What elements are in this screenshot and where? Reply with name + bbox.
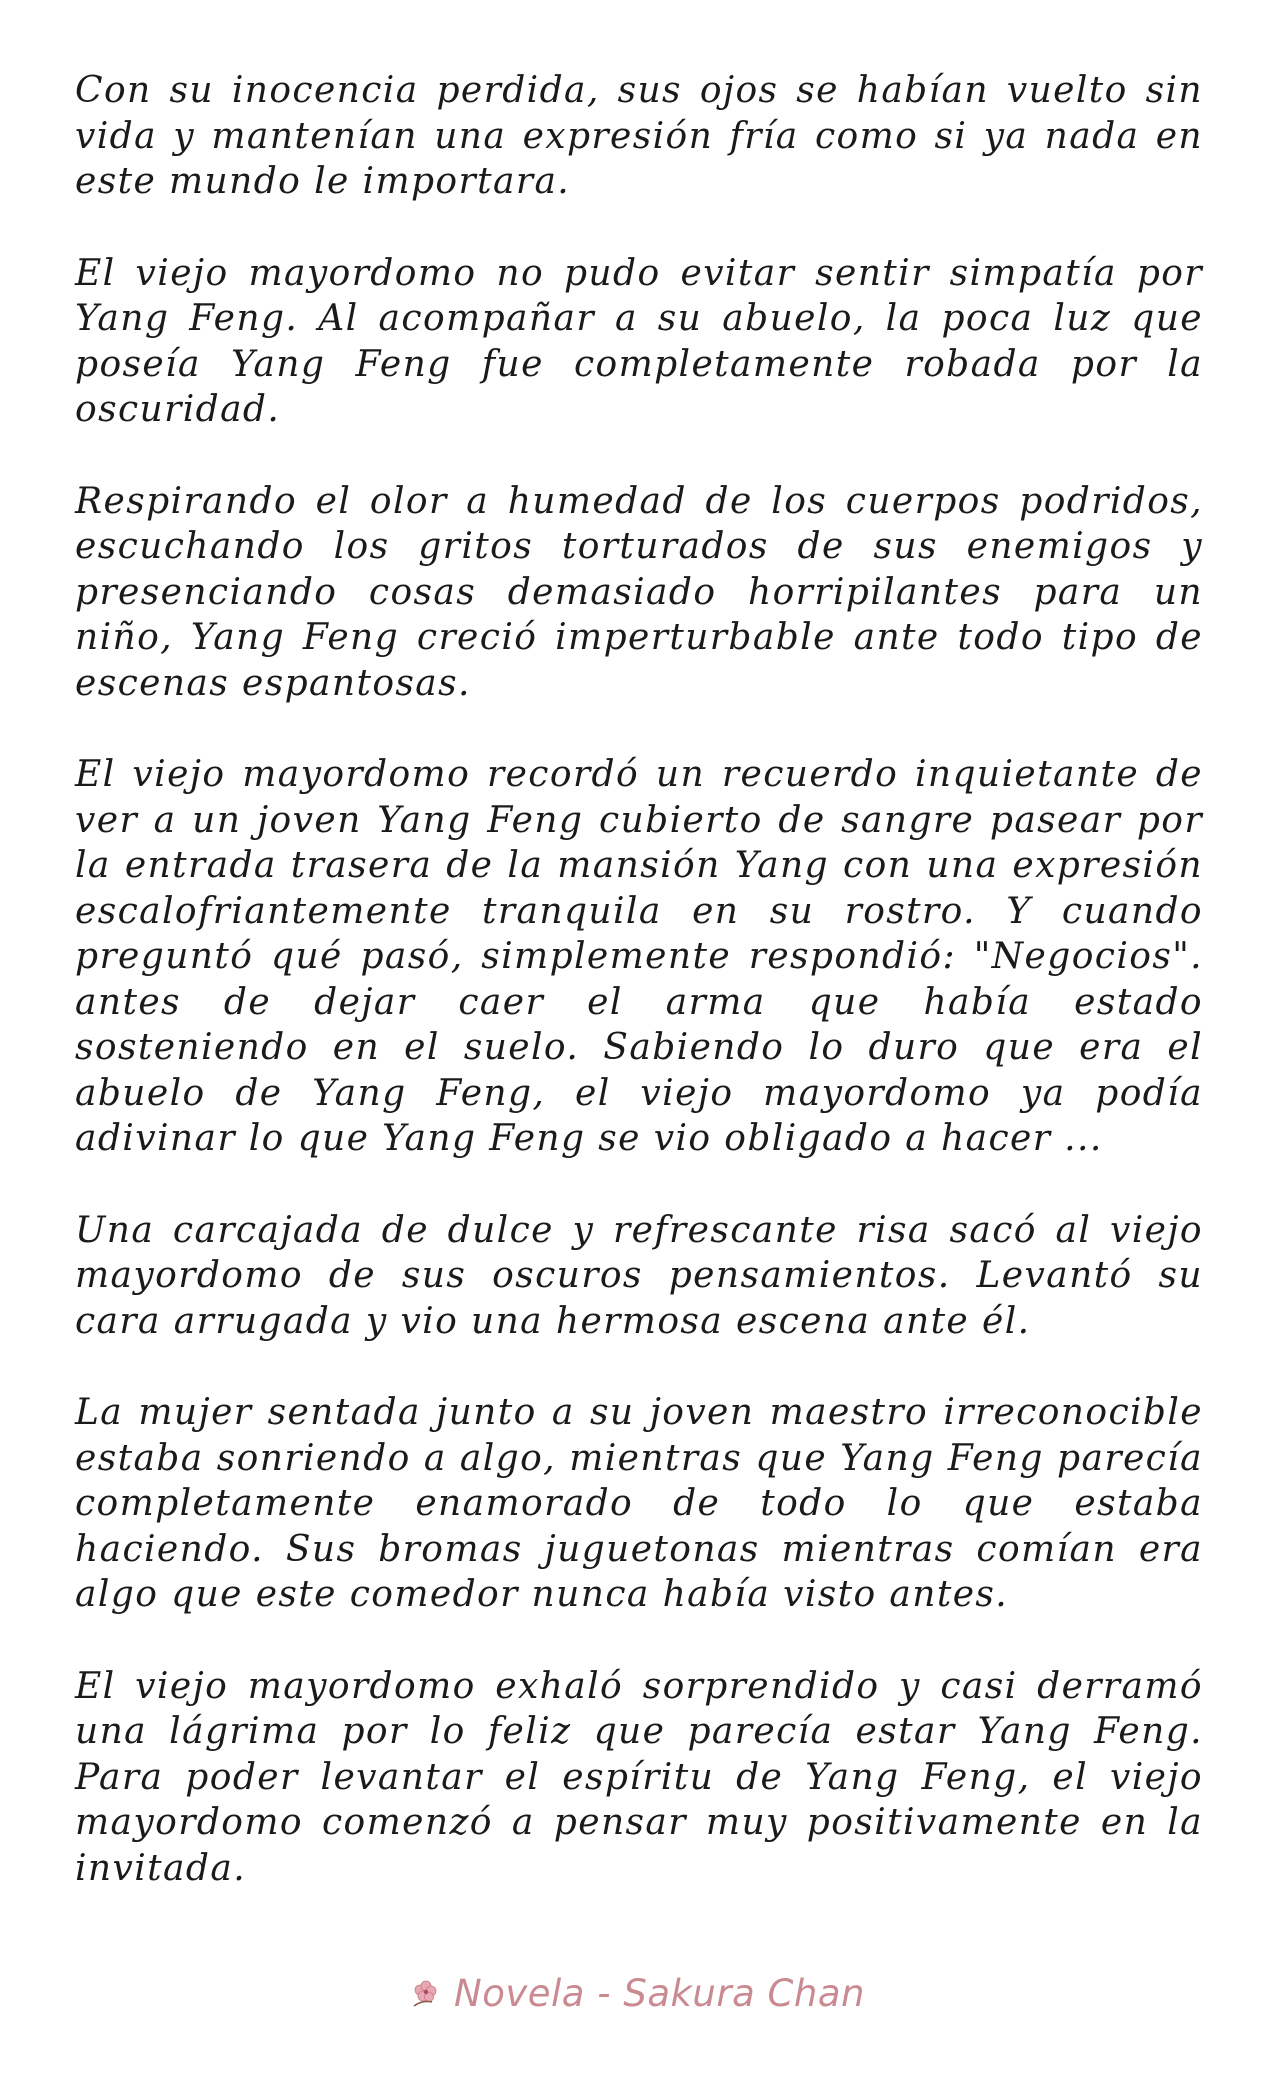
paragraph: El viejo mayordomo exhaló sorprendido y casi derramó una lágrima por lo feliz que parecía estar Yang Feng. Para poder levantar el espíritu de Yang Feng, el viejo mayordomo comenzó a pensar muy positivamente en la invitada. [75,1665,1203,1889]
watermark-text: Novela - Sakura Chan [454,1972,865,2015]
watermark-footer [0,1972,1275,2019]
cherry-blossom-icon [410,1976,444,2019]
paragraph: El viejo mayordomo no pudo evitar sentir simpatía por Yang Feng. Al acompañar a su abuelo, la poca luz que poseía Yang Feng fue completamente robada por la oscuridad. [75,252,1203,430]
paragraph: El viejo mayordomo recordó un recuerdo inquietante de ver a un joven Yang Feng cubierto de sangre pasear por la entrada trasera de la mansión Yang con una expresión escalofriantemente tranquila en su rostro. Y cuando preguntó qué pasó, simplemente respondió: "Negocios". antes de dejar caer el arma que había estado sosteniendo en el suelo. Sabiendo lo duro que era el abuelo de Yang Feng, el viejo mayordomo ya podía adivinar lo que Yang Feng se vio obligado a hacer ... [75,754,1203,1159]
paragraph: Con su inocencia perdida, sus ojos se habían vuelto sin vida y mantenían una expresión fría como si ya nada en este mundo le importara. [75,70,1203,202]
paragraph: Respirando el olor a humedad de los cuerpos podridos, escuchando los gritos torturados de sus enemigos y presenciando cosas demasiado horripilantes para un niño, Yang Feng creció imperturbable ante todo tipo de escenas espantosas. [75,480,1203,704]
document-body [75,68,1203,1937]
paragraph: Una carcajada de dulce y refrescante risa sacó al viejo mayordomo de sus oscuros pensamientos. Levantó su cara arrugada y vio una hermosa escena ante él. [75,1209,1203,1342]
paragraph: La mujer sentada junto a su joven maestro irreconocible estaba sonriendo a algo, mientras que Yang Feng parecía completamente enamorado de todo lo que estaba haciendo. Sus bromas juguetonas mientras comían era algo que este comedor nunca había visto antes. [75,1392,1203,1615]
